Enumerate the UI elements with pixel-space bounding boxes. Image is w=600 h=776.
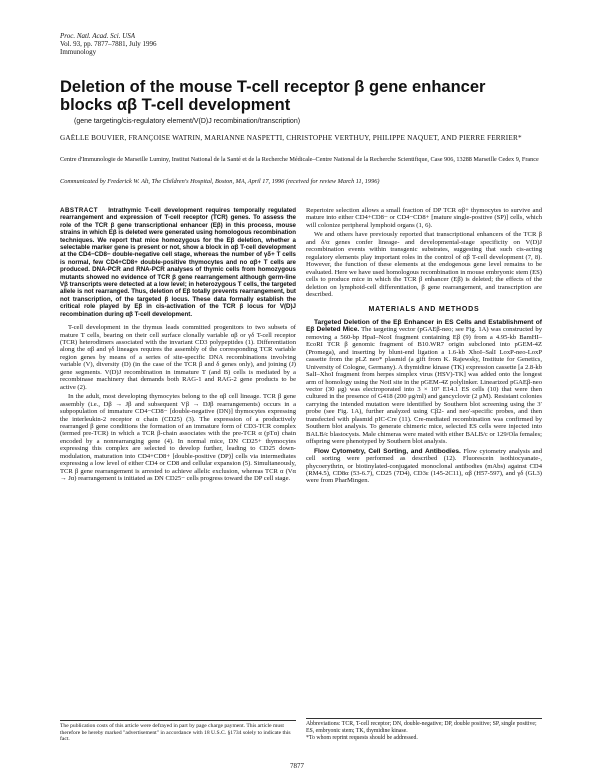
intro-paragraph-3: Repertoire selection allows a small fraction of DP TCR αβ+ thymocytes to survive and mature into either CD4+CD8− or CD4−CD8+ [mature single-positive (SP)] cells, which will colonize peripheral lymphoid organs (1, 6). bbox=[306, 207, 542, 229]
abstract-text: Intrathymic T-cell development requires temporally regulated rearrangement and expression of T-cell receptor (TCR) genes. To assess the role of the TCR β gene transcriptional enhancer (Eβ) in this process, mouse strains in which Eβ is deleted were generated using homologous recombination techniques. We report that mice homozygous for the Eβ deletion, whether a selectable marker gene is present or not, show a block in αβ T-cell development at the CD4−CD8− double-negative cell stage, whereas the number of γδ+ T cells is normal, few CD4+CD8+ double-positive thymocytes and no αβ+ T cells are produced. DNA-PCR and RNA-PCR analyses of thymic cells from homozygous mutants showed no evidence of TCR β gene rearrangement although germ-line Vβ transcripts were detected at a low level; in heterozygous T cells, the targeted allele is not rearranged. Thus, deletion of Eβ totally prevents rearrangement, but not transcription, of the targeted β locus. These data formally establish the critical role played by Eβ in cis-activation of the TCR β locus for V(D)J recombination during αβ T-cell development. bbox=[60, 207, 296, 318]
methods-text-2: Flow cytometry analysis and cell sorting were performed as described (12). Fluorescein isothiocyanate-, phycoerythrin, or biotinylated-conjugated monoclonal antibodies (mAbs) against CD4 (RM4.5), CD8α (53-6.7), CD25 (7D4), CD3ε (145-2C11), αβ (H57-597), and γδ (GL3) were from PharMingen. bbox=[306, 447, 542, 485]
intro-paragraph-1: T-cell development in the thymus leads committed progenitors to two subsets of mature T cells, bearing on their cell surface clonally variable αβ or γδ T-cell receptor (TCR) heterodimers associated with the invariant CD3 polypeptides (1). Differentiation along the αβ and γδ lineages requires the assembly of the corresponding TCR variable region genes by means of a series of site-specific DNA recombinations involving variable (V), diversity (D) (in the case of the TCR β and δ genes only), and joining (J) gene segments. V(D)J recombination in immature T (and B) cells is mediated by a recombinase machinery that demands both RAG-1 and RAG-2 gene products to be active (2). bbox=[60, 324, 296, 391]
publication-cost-footnote: The publication costs of this article were defrayed in part by page charge payment. This article must therefore be hereby marked "advertisement" in accordance with 18 U.S.C. §1734 solely to indicate this fact. bbox=[60, 720, 296, 743]
abbreviations: Abbreviations: TCR, T-cell receptor; DN, double-negative; DP, double positive; SP, single positive; ES, embryonic stem; TK, thymidine kinase. bbox=[306, 721, 537, 734]
journal-header bbox=[60, 32, 157, 56]
section-heading: MATERIALS AND METHODS bbox=[368, 306, 480, 314]
affiliation: Centre d'Immunologie de Marseille Luminy, Institut National de la Santé et de la Recherche Médicale–Centre National de la Recherche Scientifique, Case 906, 13288 Marseille Cedex 9, France bbox=[60, 156, 539, 163]
journal-name: Proc. Natl. Acad. Sci. USA bbox=[60, 32, 136, 40]
author-list: GAËLLE BOUVIER, FRANÇOISE WATRIN, MARIANNE NASPETTI, CHRISTOPHE VERTHUY, PHILIPPE NAQUET, AND PIERRE FERRIER* bbox=[60, 134, 522, 142]
abstract-label: ABSTRACT bbox=[60, 207, 99, 214]
abbreviations-footnote bbox=[306, 718, 542, 741]
left-column bbox=[60, 207, 296, 485]
methods-runin-2: Flow Cytometry, Cell Sorting, and Antibodies. bbox=[314, 447, 461, 455]
methods-runin-1: Targeted Deletion of the Eβ Enhancer in ES Cells and Establishment of Eβ Deleted Mice. bbox=[306, 318, 542, 334]
article-title: Deletion of the mouse T-cell receptor β gene enhancer blocks αβ T-cell development bbox=[60, 78, 486, 114]
communicated-by: Communicated by Frederick W. Alt, The Children's Hospital, Boston, MA, April 17, 1996 (received for review March 11, 1996) bbox=[60, 178, 380, 185]
intro-paragraph-4: We and others have previously reported that transcriptional enhancers of the TCR β and δ/α genes confer lineage- and developmental-stage specificity on V(D)J recombination events within transgenic substrates, suggesting that such cis-acting regulatory elements play important roles in the control of αβ T-cell development (7, 8). However, the function of these elements at the endogenous gene level remains to be evaluated. Here we have used homologous recombination in mouse embryonic stem (ES) cells to produce mice in which the TCR β enhancer (Eβ) is deleted; the effects of the deletion on lymphoid-cell differentiation, β gene rearrangement, and transcription are described. bbox=[306, 231, 542, 298]
journal-section: Immunology bbox=[60, 48, 97, 56]
intro-paragraph-2: In the adult, most developing thymocytes belong to the αβ cell lineage. TCR β gene assembly (i.e., Dβ → Jβ and subsequent Vβ → DJβ rearrangements) occurs in a subpopulation of immature CD4−CD8− [double-negative (DN)] thymocytes expressing the interleukin-2 receptor α chain (CD25) (3). The expression of a productively rearranged β gene conditions the formation of an immature form of CD3-TCR complex (termed pre-TCR) in which a TCR β-chain associates with the pre-TCR α (pTα) chain encoded by a nonrearranging gene (4). In normal mice, DN CD25+ thymocytes expressing this complex are selected to develop further, leading to CD25 down-modulation, maturation into CD4+CD8+ [double-positive (DP)] cells via intermediates expressing a low level of either CD4 or CD8 and cellular expansion (5). Simultaneously, TCR β gene rearrangement is arrested to achieve allelic exclusion, whereas TCR α (Vα → Jα) rearrangement is initiated as DN CD25− cells progress toward the DP cell stage. bbox=[60, 393, 296, 483]
methods-paragraph-2 bbox=[306, 448, 542, 485]
abstract bbox=[60, 207, 296, 318]
journal-volume: Vol. 93, pp. 7877–7881, July 1996 bbox=[60, 40, 157, 48]
methods-text-1: The targeting vector (pGAEβ-neo; see Fig. 1A) was constructed by removing a 560-bp HpaI–NcoI fragment containing Eβ (9) from a 4.95-kb BamHI–EcoRI TCR β genomic fragment of B10.WR7 origin subcloned into pGEM-4Z (Promega), and inserting by blunt-end ligation a 1.6-kb XhoI–SalI LoxP-neo-LoxP cassette from the pLZ neo* plasmid (a gift from K. Rajewsky, Institute for Genetics, University of Cologne, Germany). A thymidine kinase (TK) expression cassette [a 2.8-kb SalI–XhoI fragment from herpes simplex virus (HSV)-TK] was added onto the longest arm of homology using the NotI site in the pGEM-4Z polylinker. Linearized pGAEβ-neo vector (30 μg) was electroporated into 3 × 10⁷ E14.1 ES cells (10) that were then cultured in the presence of G418 (200 μg/ml) and gancyclovir (2 μM). Resistant colonies carrying the intended mutation were identified by Southern blot screening using the 3′ probe (see Fig. 1A), further analyzed using Cβ2- and neo′-specific probes, and then transfected with plasmid pIC-Cre (11). Cre-mediated recombination was confirmed by Southern blot analysis. To generate chimeric mice, selected ES cells were injected into BALB/c blastocysts. Male chimeras were mated with either BALB/c or 129/Ola females; offspring were phenotyped by Southern blot analysis. bbox=[306, 326, 542, 446]
right-column bbox=[306, 207, 542, 487]
methods-paragraph-1 bbox=[306, 319, 542, 446]
page-number: 7877 bbox=[290, 762, 304, 770]
reprint-note: *To whom reprint requests should be addressed. bbox=[306, 734, 418, 741]
keywords: (gene targeting/cis-regulatory element/V(D)J recombination/transcription) bbox=[74, 118, 301, 125]
